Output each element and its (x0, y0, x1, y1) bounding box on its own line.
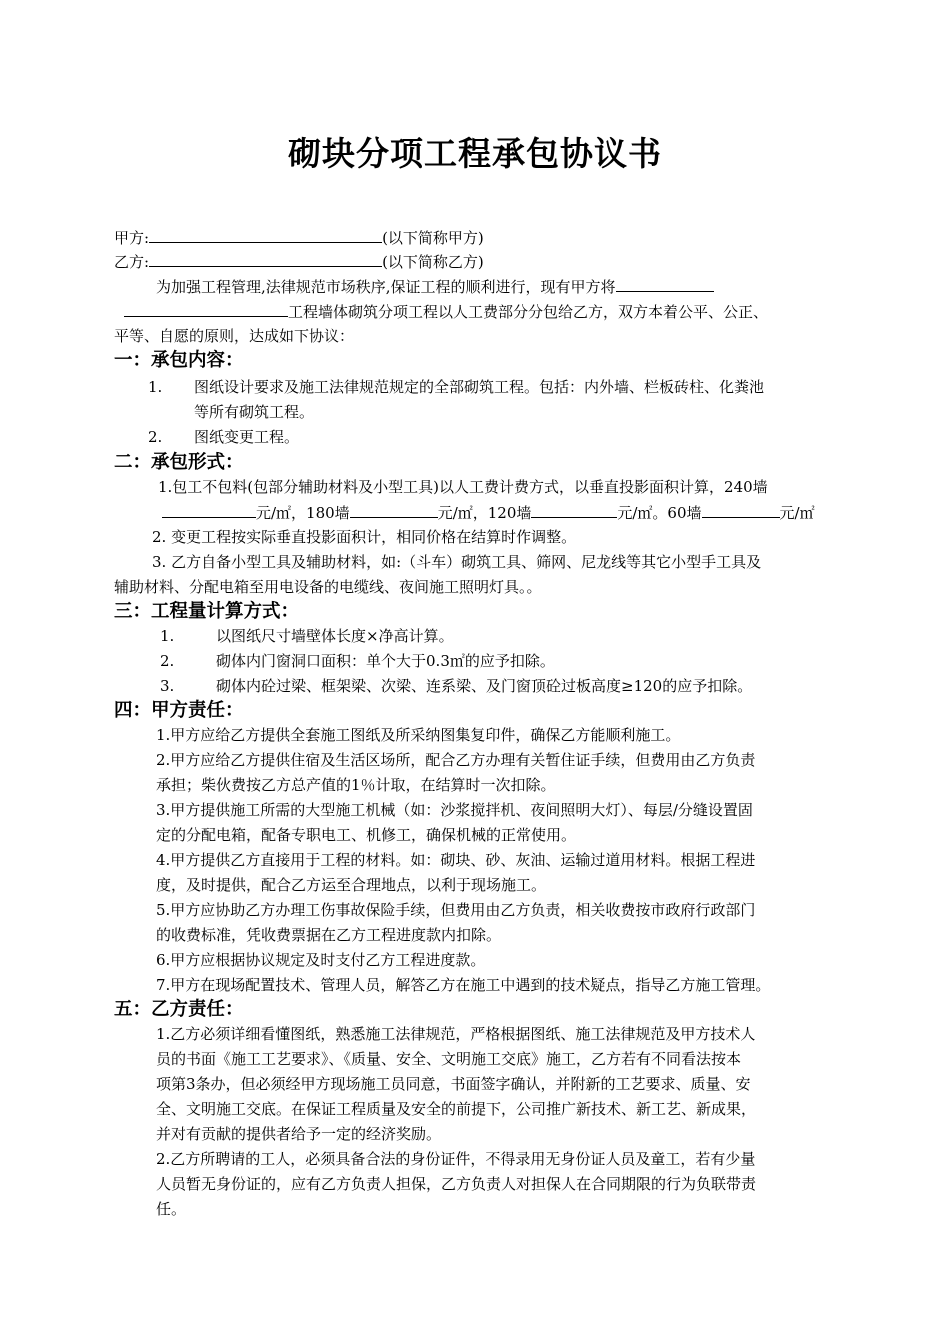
intro-line-2 (124, 301, 768, 322)
project-name-blank[interactable] (616, 276, 714, 292)
s3-num-1: 1. (160, 627, 175, 645)
s3-num-2: 2. (160, 652, 175, 670)
s4-item-7: 7.甲方在现场配置技术、管理人员，解答乙方在施工中遇到的技术疑点，指导乙方施工管理。 (156, 976, 771, 994)
s4-item-4-a: 4.甲方提供乙方直接用于工程的材料。如：砌块、砂、灰油、运输过道用材料。根据工程进 (156, 851, 756, 869)
party-b-line (114, 251, 484, 272)
s4-item-2-b: 承担；柴伙费按乙方总产值的1％计取，在结算时一次扣除。 (156, 776, 556, 794)
price-60-blank[interactable] (702, 502, 780, 518)
s1-item-1-b: 等所有砌筑工程。 (194, 403, 315, 421)
s5-item-1-b: 员的书面《施工工艺要求》、《质量、安全、文明施工交底》施工，乙方若有不同看法按本 (156, 1050, 742, 1068)
s2-item-1-b (162, 502, 815, 523)
party-a-suffix: (以下简称甲方) (382, 229, 484, 247)
section-2-heading: 二：承包形式： (114, 452, 244, 473)
unit-120: 元/㎡。60墙 (617, 504, 702, 522)
s5-item-1-e: 并对有贡献的提供者给予一定的经济奖励。 (156, 1125, 442, 1143)
s4-item-3-b: 定的分配电箱，配备专职电工、机修工，确保机械的正常使用。 (156, 826, 577, 844)
s4-item-3-a: 3.甲方提供施工所需的大型施工机械（如：沙浆搅拌机、夜间照明大灯）、每层/分缝设置固 (156, 801, 753, 819)
party-a-blank[interactable] (149, 227, 382, 243)
s3-item-3: 砌体内砼过梁、框架梁、次梁、连系梁、及门窗顶砼过板高度≥120的应予扣除。 (216, 677, 753, 695)
intro-text-1: 为加强工程管理,法律规范市场秩序,保证工程的顺利进行，现有甲方将 (156, 278, 616, 296)
price-240-blank[interactable] (162, 502, 256, 518)
s3-item-2: 砌体内门窗洞口面积：单个大于0.3㎡的应予扣除。 (216, 652, 555, 670)
s2-item-2: 2. 变更工程按实际垂直投影面积计，相同价格在结算时作调整。 (152, 528, 577, 546)
s3-num-3: 3. (160, 677, 175, 695)
section-3-heading: 三：工程量计算方式： (114, 601, 300, 622)
s2-item-1-a: 1.包工不包料(包部分辅助材料及小型工具)以人工费计费方式，以垂直投影面积计算，240墙 (158, 478, 768, 496)
party-a-label: 甲方: (114, 229, 150, 247)
s4-item-5-a: 5.甲方应协助乙方办理工伤事故保险手续，但费用由乙方负责，相关收费按市政府行政部门 (156, 901, 756, 919)
party-a-line (114, 227, 484, 248)
party-b-blank[interactable] (149, 251, 382, 267)
unit-240: 元/㎡，180墙 (256, 504, 350, 522)
s1-item-2: 图纸变更工程。 (194, 428, 300, 446)
s5-item-1-a: 1.乙方必须详细看懂图纸，熟悉施工法律规范，严格根据图纸、施工法律规范及甲方技术人 (156, 1025, 756, 1043)
price-120-blank[interactable] (531, 502, 617, 518)
s4-item-4-b: 度，及时提供，配合乙方运至合理地点，以利于现场施工。 (156, 876, 547, 894)
s4-item-1: 1.甲方应给乙方提供全套施工图纸及所采纳图集复印件，确保乙方能顺利施工。 (156, 726, 681, 744)
section-5-heading: 五：乙方责任： (114, 999, 244, 1020)
party-b-suffix: (以下简称乙方) (382, 253, 484, 271)
project-name-blank-2[interactable] (124, 301, 288, 317)
s5-item-1-c: 项第3条办，但必须经甲方现场施工员同意，书面签字确认，并附新的工艺要求、质量、安 (156, 1075, 751, 1093)
intro-text-2: 工程墙体砌筑分项工程以人工费部分分包给乙方，双方本着公平、公正、 (288, 303, 769, 321)
s3-item-1: 以图纸尺寸墙壁体长度×净高计算。 (216, 627, 454, 645)
s4-item-6: 6.甲方应根据协议规定及时支付乙方工程进度款。 (156, 951, 486, 969)
unit-60: 元/㎡ (779, 504, 815, 522)
unit-180: 元/㎡，120墙 (437, 504, 532, 522)
intro-line-1 (156, 276, 714, 297)
section-1-heading: 一：承包内容： (114, 350, 244, 371)
section-4-heading: 四：甲方责任： (114, 700, 244, 721)
intro-line-3: 平等、自愿的原则，达成如下协议： (114, 327, 355, 345)
s1-num-1: 1. (148, 378, 163, 396)
price-180-blank[interactable] (350, 502, 438, 518)
s5-item-2-c: 任。 (156, 1200, 187, 1218)
s4-item-5-b: 的收费标准，凭收费票据在乙方工程进度款内扣除。 (156, 926, 502, 944)
s5-item-2-b: 人员暂无身份证的，应有乙方负责人担保，乙方负责人对担保人在合同期限的行为负联带责 (156, 1175, 757, 1193)
party-b-label: 乙方: (114, 253, 150, 271)
s1-num-2: 2. (148, 428, 163, 446)
s5-item-1-d: 全、文明施工交底。在保证工程质量及安全的前提下，公司推广新技术、新工艺、新成果， (156, 1100, 757, 1118)
s4-item-2-a: 2.甲方应给乙方提供住宿及生活区场所，配合乙方办理有关暂住证手续，但费用由乙方负责 (156, 751, 756, 769)
s5-item-2-a: 2.乙方所聘请的工人，必须具备合法的身份证件，不得录用无身份证人员及童工，若有少量 (156, 1150, 756, 1168)
page-title: 砌块分项工程承包协议书 (288, 134, 662, 173)
s2-item-3-a: 3. 乙方自备小型工具及辅助材料，如:（斗车）砌筑工具、筛网、尼龙线等其它小型手工具及 (152, 553, 762, 571)
s2-item-3-b: 辅助材料、分配电箱至用电设备的电缆线、夜间施工照明灯具。。 (114, 578, 542, 596)
s1-item-1-a: 图纸设计要求及施工法律规范规定的全部砌筑工程。包括：内外墙、栏板砖柱、化粪池 (194, 378, 765, 396)
